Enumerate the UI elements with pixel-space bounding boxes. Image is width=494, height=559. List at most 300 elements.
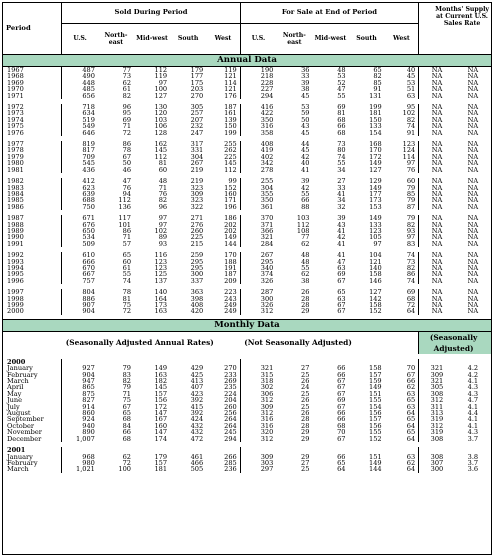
sold-northeast-cell: 101 xyxy=(118,220,132,229)
months-supply-ratio-cell: NA xyxy=(467,66,479,74)
forsale-south-cell: 172 xyxy=(369,152,382,161)
seasonally-adjusted-box xyxy=(419,332,491,354)
months-supply-forsale-us-cell: NA xyxy=(419,215,455,221)
sold-us-cell: 634 xyxy=(62,110,98,116)
forsale-west-cell: 64 xyxy=(406,434,416,443)
forsale-south-cell: 150 xyxy=(369,115,382,124)
months-supply-forsale-us-cell: NA xyxy=(419,222,455,228)
forsale-northeast-cell: 88 xyxy=(301,202,310,211)
sold-south-cell: 424 xyxy=(190,415,204,424)
sold-northeast-cell: 74 xyxy=(122,276,132,285)
sold-midwest-cell: 123 xyxy=(154,263,168,272)
sold-south-cell: 304 xyxy=(190,152,204,161)
sold-south-cell: 295 xyxy=(190,263,204,272)
sold-northeast-cell: 136 xyxy=(118,202,132,211)
forsale-midwest-cell: 69 xyxy=(337,103,346,112)
months-supply-forsale-us-cell: NA xyxy=(419,167,455,173)
forsale-west-cell: 65 xyxy=(406,428,416,437)
period-cell: 1979 xyxy=(7,152,24,161)
months-supply-ratio-cell: NA xyxy=(467,196,479,205)
forsale-us-cell: 287 xyxy=(240,289,276,295)
forsale-northeast-cell: 77 xyxy=(301,233,310,242)
year-heading: 2001 xyxy=(7,446,26,455)
sold-us-cell: 610 xyxy=(62,252,98,258)
sold-south-cell: 322 xyxy=(190,202,204,211)
table-header xyxy=(3,3,491,54)
sold-south-cell: 276 xyxy=(190,220,204,229)
months-supply-ratio-cell: 4.7 xyxy=(467,396,479,405)
sold-us-cell: 666 xyxy=(62,259,98,265)
sold-west-cell: 285 xyxy=(224,458,237,467)
forsale-south-cell: 121 xyxy=(369,257,382,266)
sold-south-cell: 257 xyxy=(190,109,204,118)
sold-west-cell: 270 xyxy=(224,364,237,373)
sold-us-cell: 623 xyxy=(62,185,98,191)
forsale-west-cell: 62 xyxy=(406,383,416,392)
forsale-northeast-cell: 41 xyxy=(301,165,310,174)
forsale-west-cell: 66 xyxy=(406,377,416,386)
period-cell: April xyxy=(7,383,24,392)
sold-midwest-cell: 100 xyxy=(154,85,168,94)
housing-sales-table xyxy=(2,2,492,555)
forsale-south-cell: 146 xyxy=(369,276,382,285)
forsale-west-cell: 73 xyxy=(406,257,416,266)
forsale-us-cell: 227 xyxy=(240,86,276,92)
forsale-west-cell: 74 xyxy=(406,276,416,285)
forsale-midwest-cell: 74 xyxy=(337,152,346,161)
sold-midwest-cell: 128 xyxy=(154,128,168,137)
forsale-midwest-cell: 63 xyxy=(337,263,346,272)
forsale-us-cell: 422 xyxy=(240,110,276,116)
sold-midwest-cell: 106 xyxy=(154,122,168,131)
forsale-midwest-cell: 66 xyxy=(337,409,346,418)
forsale-us-cell: 312 xyxy=(240,436,276,442)
months-supply-forsale-us-cell: 313 xyxy=(419,410,455,416)
months-supply-ratio-cell: NA xyxy=(467,233,479,242)
forsale-midwest-cell: 41 xyxy=(337,251,346,260)
forsale-south-cell: 152 xyxy=(369,307,382,316)
forsale-south-cell: 82 xyxy=(373,72,382,81)
forsale-midwest-cell: 65 xyxy=(337,288,346,297)
sold-south-cell: 392 xyxy=(190,409,204,418)
sold-northeast-cell: 75 xyxy=(122,301,132,309)
forsale-west-cell: 70 xyxy=(406,364,416,373)
sold-us-cell: 667 xyxy=(62,271,98,277)
forsale-midwest-cell: 39 xyxy=(337,214,346,223)
months-supply-forsale-us-cell: NA xyxy=(419,110,455,116)
months-supply-ratio-cell: 3.6 xyxy=(467,465,479,474)
period-cell: June xyxy=(7,396,23,405)
months-supply-ratio-cell: NA xyxy=(467,140,479,149)
sold-northeast-cell: 71 xyxy=(122,389,131,398)
forsale-west-cell: 82 xyxy=(406,220,416,229)
forsale-us-cell: 350 xyxy=(240,197,276,203)
period-cell: 1973 xyxy=(7,109,24,118)
period-cell: 1971 xyxy=(7,91,24,100)
sold-us-cell: 904 xyxy=(62,372,98,378)
sold-us-cell: 639 xyxy=(62,191,98,197)
sold-us-cell: 650 xyxy=(62,228,98,234)
sold-south-cell: 420 xyxy=(190,307,204,316)
sold-midwest-cell: 96 xyxy=(158,202,168,211)
forsale-northeast-cell: 28 xyxy=(301,415,310,424)
forsale-northeast-cell: 26 xyxy=(301,377,310,386)
sold-south-header: South xyxy=(177,35,199,43)
forsale-south-cell: 129 xyxy=(369,177,382,186)
forsale-midwest-cell: 68 xyxy=(337,115,346,124)
forsale-west-cell: 102 xyxy=(402,109,416,118)
sold-us-header: U.S. xyxy=(62,24,98,55)
period-cell: March xyxy=(7,377,29,386)
forsale-us-cell: 284 xyxy=(240,241,276,247)
sold-south-cell: 175 xyxy=(190,78,204,87)
sold-west-cell: 245 xyxy=(224,428,237,437)
months-supply-ratio-cell: 4.3 xyxy=(467,389,479,398)
months-supply-forsale-us-cell: NA xyxy=(419,197,455,203)
sold-south-cell: 337 xyxy=(190,276,204,285)
months-supply-ratio-cell: NA xyxy=(467,251,479,260)
forsale-northeast-cell: 55 xyxy=(301,263,310,272)
sold-west-cell: 264 xyxy=(224,421,237,430)
forsale-midwest-cell: 32 xyxy=(337,202,346,211)
months-supply-ratio-cell: NA xyxy=(467,85,479,94)
sold-west-cell: 262 xyxy=(224,146,237,155)
forsale-south-cell: 151 xyxy=(369,452,382,461)
sold-midwest-cell: 179 xyxy=(154,452,168,461)
forsale-midwest-cell: 27 xyxy=(337,177,346,186)
forsale-south-cell: 85 xyxy=(373,78,382,87)
annual-row xyxy=(3,308,491,314)
sold-south-cell: 300 xyxy=(190,270,204,279)
sold-northeast-cell: 75 xyxy=(122,396,131,405)
forsale-us-cell: 255 xyxy=(240,178,276,184)
forsale-midwest-cell: 43 xyxy=(337,220,346,229)
months-supply-forsale-us-cell: 307 xyxy=(419,460,455,466)
sold-south-cell: 259 xyxy=(190,251,204,260)
sold-midwest-cell: 81 xyxy=(158,159,168,168)
sold-south-cell: 295 xyxy=(190,257,204,266)
sold-south-cell: 260 xyxy=(190,226,204,235)
sold-midwest-cell: 112 xyxy=(154,66,168,74)
sold-midwest-cell: 97 xyxy=(158,78,168,87)
forsale-midwest-header: Mid-west xyxy=(314,35,347,43)
sold-us-cell: 448 xyxy=(62,80,98,86)
months-supply-ratio-cell: NA xyxy=(467,91,479,100)
sold-northeast-cell: 72 xyxy=(122,128,132,137)
sold-west-cell: 196 xyxy=(224,202,237,211)
forsale-south-cell: 65 xyxy=(373,66,382,74)
sold-south-cell: 207 xyxy=(190,115,204,124)
sold-midwest-cell: 60 xyxy=(158,165,168,174)
sold-midwest-cell: 119 xyxy=(154,72,168,81)
period-cell: December xyxy=(7,434,42,443)
forsale-west-cell: 67 xyxy=(406,370,416,379)
period-cell: 1969 xyxy=(7,78,24,87)
sold-midwest-cell: 48 xyxy=(158,177,168,186)
forsale-west-cell: 69 xyxy=(406,288,416,297)
sold-west-cell: 112 xyxy=(224,165,237,174)
sold-midwest-cell: 137 xyxy=(154,276,168,285)
sold-south-cell: 323 xyxy=(190,196,204,205)
forsale-us-cell: 402 xyxy=(240,154,276,160)
period-cell: 1972 xyxy=(7,103,24,112)
forsale-south-cell: 157 xyxy=(369,415,382,424)
forsale-northeast-cell: 29 xyxy=(301,434,310,443)
forsale-northeast-cell: 38 xyxy=(301,276,310,285)
period-cell: 1997 xyxy=(7,288,24,297)
sold-midwest-cell: 127 xyxy=(154,91,168,100)
period-cell: 1987 xyxy=(7,214,24,223)
sold-west-cell: 121 xyxy=(224,85,237,94)
sold-midwest-cell: 164 xyxy=(154,294,168,303)
period-cell: 1992 xyxy=(7,251,24,260)
sold-west-cell: 160 xyxy=(224,189,237,198)
months-supply-forsale-us-cell: 319 xyxy=(419,429,455,435)
forsale-south-cell: 168 xyxy=(369,140,382,149)
sold-midwest-cell: 182 xyxy=(154,377,168,386)
forsale-west-cell: 87 xyxy=(406,202,416,211)
sold-us-cell: 924 xyxy=(62,416,98,422)
forsale-midwest-cell: 70 xyxy=(337,428,346,437)
sold-us-cell: 549 xyxy=(62,123,98,129)
forsale-south-cell: 181 xyxy=(369,109,382,118)
sold-south-cell: 232 xyxy=(190,122,204,131)
forsale-northeast-cell: 29 xyxy=(301,452,310,461)
sold-us-cell: 709 xyxy=(62,154,98,160)
forsale-northeast-cell: 39 xyxy=(301,177,310,186)
sold-west-cell: 186 xyxy=(224,214,237,223)
forsale-midwest-cell: 66 xyxy=(337,452,346,461)
forsale-midwest-cell: 67 xyxy=(337,301,346,309)
forsale-west-cell: 65 xyxy=(406,415,416,424)
monthly-data-title: Monthly Data xyxy=(214,319,280,330)
sold-northeast-cell: 67 xyxy=(122,402,131,411)
sold-us-cell: 904 xyxy=(62,308,98,314)
forsale-midwest-cell: 81 xyxy=(337,109,346,118)
sold-midwest-cell: 116 xyxy=(154,251,168,260)
months-supply-ratio-cell: 4.1 xyxy=(467,421,479,430)
months-supply-ratio-cell: NA xyxy=(467,294,479,303)
forsale-us-cell: 306 xyxy=(240,391,276,397)
period-cell: 1977 xyxy=(7,140,24,149)
sold-northeast-cell: 77 xyxy=(122,66,132,74)
period-cell: September xyxy=(7,415,44,424)
year-heading: 2000 xyxy=(7,357,26,366)
months-supply-ratio-cell: 3.8 xyxy=(467,452,479,461)
forsale-midwest-cell: 65 xyxy=(337,458,346,467)
sold-west-cell: 255 xyxy=(224,140,237,149)
period-cell: 1980 xyxy=(7,159,24,168)
sold-us-cell: 412 xyxy=(62,178,98,184)
months-supply-forsale-us-cell: NA xyxy=(419,259,455,265)
period-cell: 1968 xyxy=(7,72,24,81)
sold-northeast-cell: 61 xyxy=(122,263,132,272)
forsale-south-cell: 123 xyxy=(369,226,382,235)
months-supply-forsale-us-cell: 312 xyxy=(419,397,455,403)
monthly-data-table xyxy=(3,332,491,473)
sold-midwest-cell: 125 xyxy=(154,270,168,279)
sold-northeast-cell: 83 xyxy=(122,370,131,379)
months-supply-forsale-us-cell: NA xyxy=(419,234,455,240)
sold-northeast-cell: 67 xyxy=(122,152,132,161)
sold-west-header: West xyxy=(214,35,232,43)
sold-south-cell: 203 xyxy=(190,85,204,94)
forsale-us-cell: 228 xyxy=(240,80,276,86)
sold-northeast-cell: 112 xyxy=(118,196,132,205)
sold-west-cell: 249 xyxy=(224,301,237,309)
sold-northeast-cell: 100 xyxy=(118,465,131,474)
forsale-west-cell: 86 xyxy=(406,270,416,279)
forsale-northeast-cell: 29 xyxy=(301,307,310,316)
sold-south-cell: 225 xyxy=(190,233,204,242)
forsale-south-cell: 170 xyxy=(369,146,382,155)
sold-midwest-cell: 103 xyxy=(154,115,168,124)
forsale-south-cell: 154 xyxy=(369,128,382,137)
sold-northeast-cell: 82 xyxy=(122,377,131,386)
months-supply-ratio-cell: NA xyxy=(467,165,479,174)
forsale-northeast-cell: 27 xyxy=(301,364,310,373)
period-cell: 1996 xyxy=(7,276,24,285)
months-supply-ratio-cell: NA xyxy=(467,301,479,309)
sold-midwest-cell: 120 xyxy=(154,109,168,118)
forsale-northeast-cell: 45 xyxy=(301,128,310,137)
forsale-midwest-cell: 66 xyxy=(337,415,346,424)
forsale-west-cell: 64 xyxy=(406,421,416,430)
forsale-south-cell: 104 xyxy=(369,251,382,260)
forsale-northeast-cell: 38 xyxy=(301,85,310,94)
forsale-midwest-cell: 34 xyxy=(337,196,346,205)
forsale-south-cell: 149 xyxy=(369,159,382,168)
sold-us-cell: 757 xyxy=(62,278,98,284)
forsale-midwest-cell: 41 xyxy=(337,239,346,248)
sold-us-cell: 980 xyxy=(62,460,98,466)
sold-west-cell: 139 xyxy=(224,115,237,124)
forsale-us-cell: 318 xyxy=(240,378,276,384)
sold-group-header: Sold During Period xyxy=(62,3,240,24)
forsale-us-cell: 371 xyxy=(240,222,276,228)
sold-northeast-cell: 96 xyxy=(122,103,132,112)
forsale-west-header: West xyxy=(392,35,410,43)
forsale-midwest-cell: 64 xyxy=(337,465,346,474)
forsale-west-cell: 65 xyxy=(406,396,416,405)
forsale-midwest-cell: 42 xyxy=(337,233,346,242)
forsale-northeast-cell: 112 xyxy=(296,220,310,229)
sold-northeast-cell: 79 xyxy=(122,364,131,373)
sold-south-cell: 309 xyxy=(190,189,204,198)
forsale-south-cell: 149 xyxy=(369,214,382,223)
sold-us-cell: 875 xyxy=(62,391,98,397)
months-supply-ratio-cell: NA xyxy=(467,72,479,81)
forsale-northeast-cell: 55 xyxy=(301,189,310,198)
sold-us-cell: 688 xyxy=(62,197,98,203)
sold-northeast-cell: 73 xyxy=(122,72,132,81)
sold-northeast-cell: 72 xyxy=(122,307,132,316)
forsale-south-cell: 105 xyxy=(369,233,382,242)
sold-south-cell: 317 xyxy=(190,140,204,149)
seasonally-adjusted-box-line2: Adjusted) xyxy=(433,343,474,353)
period-cell: 1975 xyxy=(7,122,24,131)
period-cell: July xyxy=(7,402,20,411)
forsale-south-cell: 91 xyxy=(373,85,382,94)
sold-northeast-cell: 65 xyxy=(122,251,132,260)
forsale-northeast-cell: 50 xyxy=(301,115,310,124)
sold-south-cell: 363 xyxy=(190,288,204,297)
forsale-northeast-cell: 28 xyxy=(301,294,310,303)
forsale-northeast-cell: 40 xyxy=(301,159,310,168)
sold-south-cell: 413 xyxy=(190,377,204,386)
period-cell: October xyxy=(7,421,34,430)
months-supply-forsale-us-cell: NA xyxy=(419,154,455,160)
sold-northeast-cell: 79 xyxy=(122,383,131,392)
months-supply-ratio-cell: NA xyxy=(467,276,479,285)
forsale-midwest-cell: 80 xyxy=(337,146,346,155)
forsale-us-cell: 309 xyxy=(240,404,276,410)
forsale-west-cell: 40 xyxy=(406,66,416,74)
sold-us-cell: 819 xyxy=(62,141,98,147)
forsale-northeast-cell: 26 xyxy=(301,409,310,418)
forsale-northeast-cell: 48 xyxy=(301,257,310,266)
period-cell: February xyxy=(7,458,38,467)
forsale-us-cell: 218 xyxy=(240,73,276,79)
forsale-us-cell: 297 xyxy=(240,466,276,472)
forsale-northeast-cell: 59 xyxy=(301,109,310,118)
forsale-south-cell: 199 xyxy=(369,103,382,112)
months-supply-forsale-us-cell: 308 xyxy=(419,436,455,442)
period-cell: 1974 xyxy=(7,115,24,124)
sold-south-cell: 323 xyxy=(190,183,204,192)
forsale-midwest-cell: 41 xyxy=(337,226,346,235)
forsale-us-cell: 316 xyxy=(240,416,276,422)
forsale-us-cell: 316 xyxy=(240,123,276,129)
sold-northeast-cell: 55 xyxy=(122,270,132,279)
sold-midwest-cell: 156 xyxy=(154,396,168,405)
period-column-header: Period xyxy=(6,23,31,32)
forsale-south-cell: 155 xyxy=(369,396,382,405)
months-supply-forsale-us-cell: 321 xyxy=(419,378,455,384)
sold-west-cell: 260 xyxy=(224,402,237,411)
sold-south-cell: 407 xyxy=(190,383,204,392)
sold-west-cell: 171 xyxy=(224,196,237,205)
months-supply-forsale-us-cell: NA xyxy=(419,296,455,302)
forsale-us-cell: 294 xyxy=(240,93,276,99)
months-supply-ratio-cell: 4.1 xyxy=(467,415,479,424)
period-cell: 1988 xyxy=(7,220,24,229)
forsale-midwest-cell: 48 xyxy=(337,66,346,74)
sold-midwest-cell: 112 xyxy=(154,152,168,161)
forsale-south-cell: 153 xyxy=(369,202,382,211)
sold-midwest-cell: 157 xyxy=(154,389,168,398)
forsale-west-cell: 45 xyxy=(406,72,416,81)
forsale-west-cell: 64 xyxy=(406,409,416,418)
sold-west-cell: 223 xyxy=(224,288,237,297)
forsale-midwest-cell: 34 xyxy=(337,165,346,174)
months-supply-forsale-us-cell: NA xyxy=(419,160,455,166)
months-supply-ratio-cell: NA xyxy=(467,177,479,186)
sold-northeast-cell: 68 xyxy=(122,434,131,443)
sold-northeast-cell: 47 xyxy=(122,177,132,186)
forsale-us-cell: 416 xyxy=(240,104,276,110)
months-supply-forsale-us-cell: NA xyxy=(419,93,455,99)
months-supply-ratio-cell: 4.3 xyxy=(467,428,479,437)
forsale-south-cell: 127 xyxy=(369,288,382,297)
forsale-midwest-cell: 66 xyxy=(337,122,346,131)
forsale-west-cell: 53 xyxy=(406,78,416,87)
months-supply-ratio-cell: NA xyxy=(467,189,479,198)
forsale-northeast-cell: 42 xyxy=(301,152,310,161)
sold-northeast-cell: 60 xyxy=(122,257,132,266)
forsale-us-cell: 300 xyxy=(240,296,276,302)
forsale-west-cell: 85 xyxy=(406,189,416,198)
